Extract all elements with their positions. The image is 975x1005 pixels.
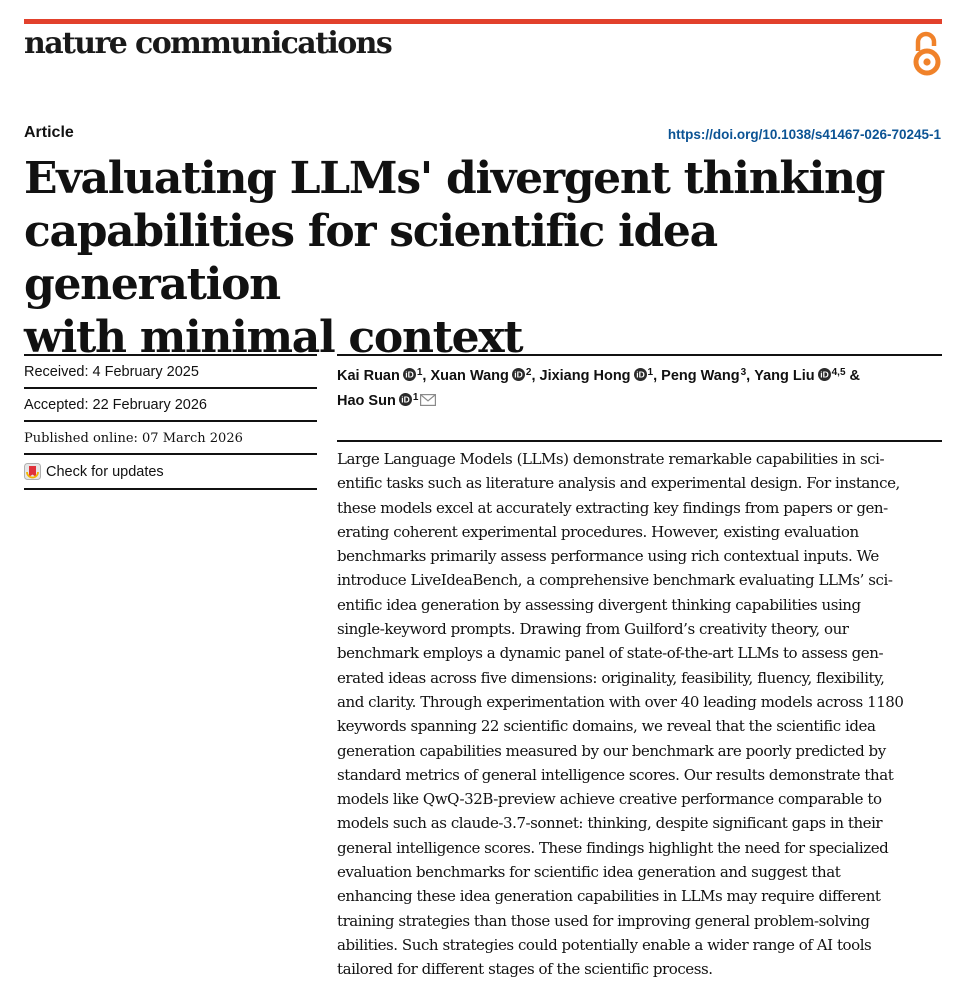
abstract-line: standard metrics of general intelligence scores. Our results demonstrate that	[337, 765, 894, 784]
svg-text:iD: iD	[514, 369, 523, 380]
header-accent-rule	[24, 19, 942, 24]
svg-text:iD: iD	[401, 394, 410, 405]
author-name: Peng Wang	[661, 368, 740, 384]
affiliation-number: 2	[525, 367, 532, 378]
abstract-line: generation capabilities measured by our benchmark are poorly predicted by	[337, 741, 886, 760]
author[interactable]	[540, 368, 662, 384]
orcid-icon[interactable]	[399, 393, 412, 406]
abstract-line: abilities. Such strategies could potentially enable a wider range of AI tools	[337, 935, 872, 954]
author[interactable]	[337, 368, 430, 384]
author-name: Hao Sun	[337, 393, 396, 409]
title-line: Evaluating LLMs' divergent thinking	[24, 153, 885, 204]
author-name: Xuan Wang	[430, 368, 509, 384]
check-for-updates-icon	[24, 463, 41, 480]
abstract-line: these models excel at accurately extracting key findings from papers or gen-	[337, 498, 888, 517]
svg-text:iD: iD	[819, 369, 829, 380]
abstract-line: tailored for different stages of the scientific process.	[337, 960, 713, 979]
abstract-line: erated ideas across five dimensions: originality, feasibility, fluency, flexibility,	[337, 668, 885, 687]
abstract-line: introduce LiveIdeaBench, a comprehensive benchmark evaluating LLMs’ sci-	[337, 571, 893, 590]
orcid-icon[interactable]	[634, 368, 647, 381]
abstract-line: benchmark employs a dynamic panel of state-of-the-art LLMs to assess gen-	[337, 644, 884, 663]
title-line: with minimal context	[24, 312, 523, 363]
article-history	[24, 354, 317, 490]
author-name: Jixiang Hong	[539, 368, 631, 384]
accepted-date: Accepted: 22 February 2026	[24, 387, 317, 420]
doi-link[interactable]: https://doi.org/10.1038/s41467-026-70245-1	[667, 127, 941, 142]
abstract-line: models like QwQ-32B-preview achieve creative performance comparable to	[337, 790, 882, 809]
abstract-line: training strategies than those used for improving general problem-solving	[337, 911, 870, 930]
abstract	[337, 447, 943, 982]
author-separator: &	[845, 368, 861, 384]
author-name: Kai Ruan	[337, 368, 400, 384]
affiliation-number: 1	[647, 367, 654, 378]
abstract-line: single-keyword prompts. Drawing from Guilford’s creativity theory, our	[337, 620, 849, 639]
abstract-line: Large Language Models (LLMs) demonstrate remarkable capabilities in sci-	[337, 450, 885, 468]
journal-name[interactable]: nature communications	[24, 26, 392, 61]
svg-text:iD: iD	[405, 369, 414, 380]
affiliation-number: 1	[412, 392, 419, 403]
open-access-lock-icon	[909, 29, 945, 79]
author-separator: ,	[653, 368, 662, 384]
author-separator: ,	[746, 368, 755, 384]
abstract-line: enhancing these idea generation capabilities in LLMs may require different	[337, 887, 881, 906]
abstract-line: models such as claude-3.7-sonnet: thinking, despite significant gaps in their	[337, 814, 883, 833]
orcid-icon[interactable]	[818, 368, 831, 381]
received-date: Received: 4 February 2025	[24, 354, 317, 387]
article-type: Article	[24, 124, 74, 141]
abstract-line: evaluation benchmarks for scientific idea generation and suggest that	[337, 863, 841, 882]
orcid-icon[interactable]	[512, 368, 525, 381]
svg-text:iD: iD	[635, 369, 645, 380]
author[interactable]	[661, 368, 754, 384]
abstract-top-rule	[337, 440, 942, 442]
orcid-icon[interactable]	[403, 368, 416, 381]
published-date: Published online: 07 March 2026	[24, 420, 317, 453]
abstract-line: erating coherent experimental procedures. However, existing evaluation	[337, 522, 859, 541]
affiliation-number: 1	[416, 367, 423, 378]
abstract-line: entific idea generation by assessing divergent thinking capabilities using	[337, 595, 861, 614]
title-line: capabilities for scientific idea generation	[24, 206, 717, 310]
abstract-line: general intelligence scores. These findings highlight the need for specialized	[337, 838, 889, 857]
abstract-line: keywords spanning 22 scientific domains, we reveal that the scientific idea	[337, 717, 876, 736]
email-envelope-icon[interactable]	[420, 394, 436, 406]
author-separator: ,	[422, 368, 431, 384]
abstract-line: and clarity. Through experimentation with over 40 leading models across 1180	[337, 692, 904, 711]
author[interactable]	[337, 393, 436, 409]
affiliation-number: 4,5	[831, 367, 846, 378]
author[interactable]	[430, 368, 539, 384]
abstract-line: entific tasks such as literature analysis and experimental design. For instance,	[337, 474, 900, 493]
check-for-updates-button[interactable]	[24, 453, 317, 490]
author-list	[337, 362, 937, 412]
check-for-updates-label: Check for updates	[46, 463, 164, 480]
author-separator: ,	[531, 368, 540, 384]
affiliation-number: 3	[740, 367, 747, 378]
authors-top-rule	[337, 354, 942, 356]
abstract-line: benchmarks primarily assess performance using rich contextual inputs. We	[337, 547, 879, 566]
article-title	[24, 152, 944, 364]
author[interactable]	[754, 368, 860, 384]
author-name: Yang Liu	[754, 368, 815, 384]
